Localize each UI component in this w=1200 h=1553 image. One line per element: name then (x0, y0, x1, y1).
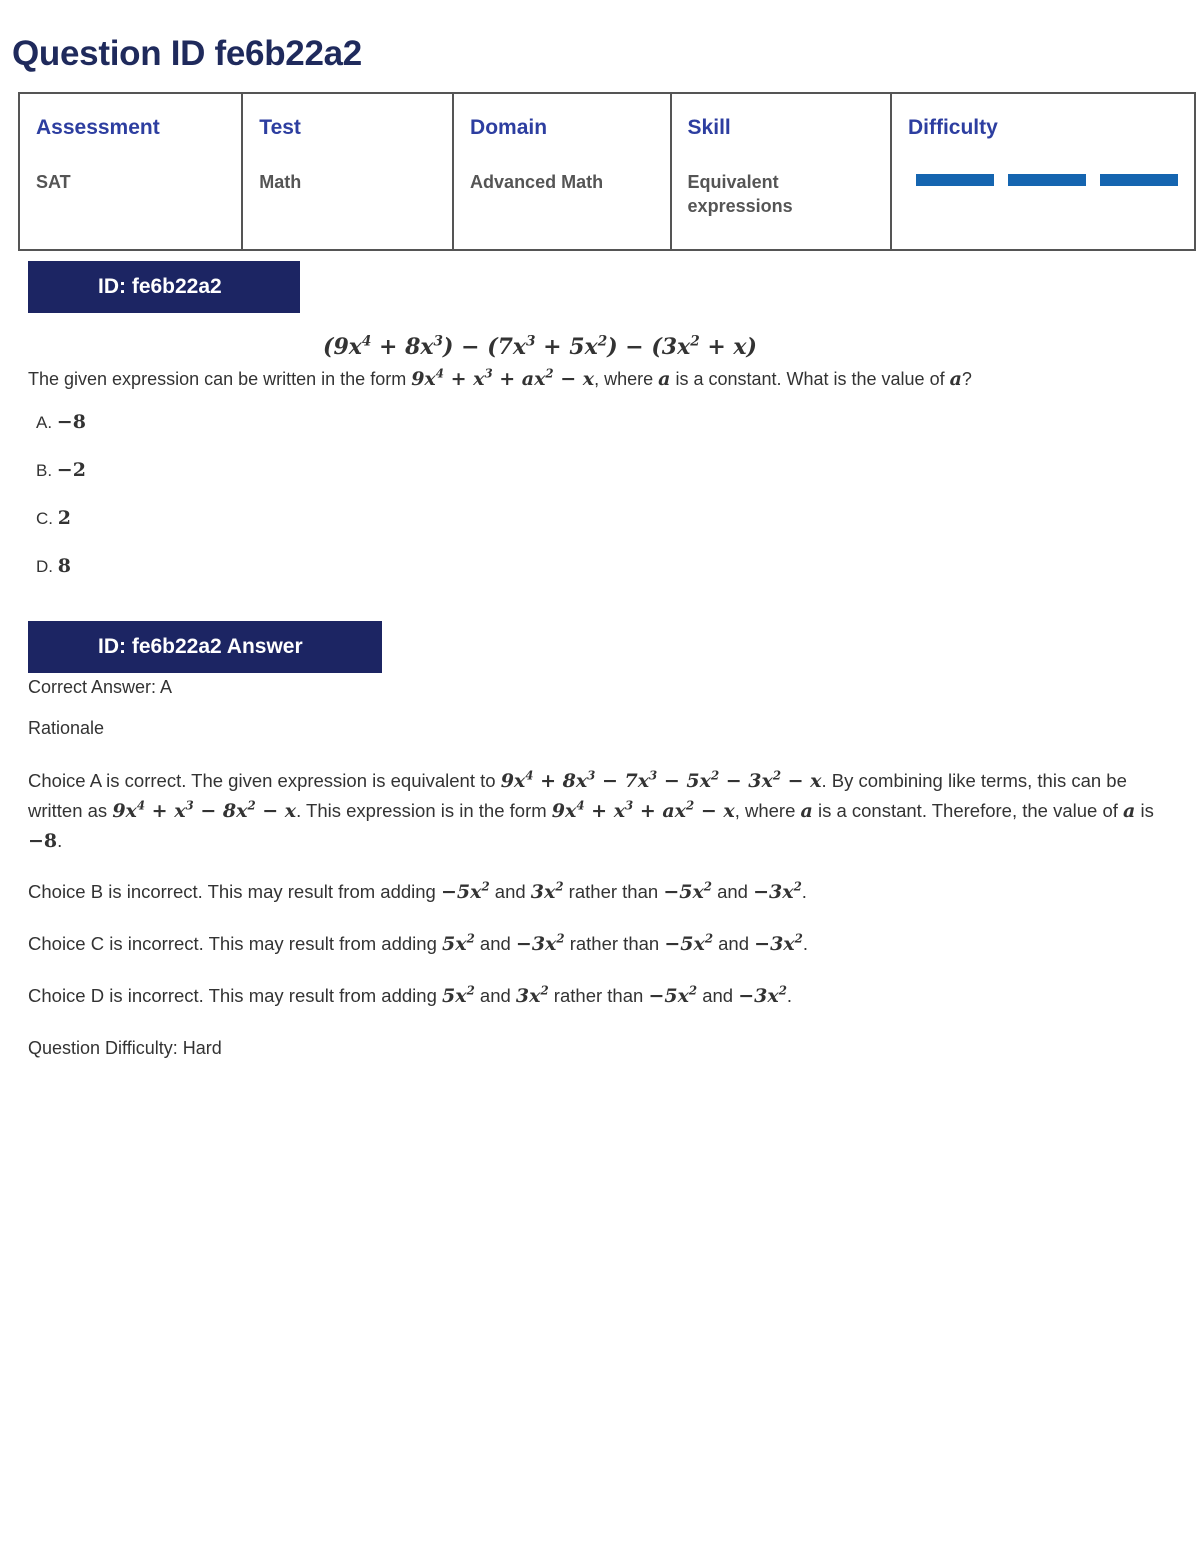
difficulty-bar (916, 174, 994, 186)
question-stem: The given expression can be written in the form $9x^4 + x^3 + ax^2 - x$, where a is a constant. What is the value of a? (28, 366, 972, 390)
rationale-choice-d: Choice D is incorrect. This may result from adding $5x^2$ and $3x^2$ rather than $-5x^2$ and $-3x^2$. (28, 983, 793, 1007)
skill-label: Skill (687, 116, 731, 139)
metadata-table (18, 92, 1196, 251)
choice-b[interactable]: B. −2 (36, 459, 86, 481)
page-title: Question ID fe6b22a2 (12, 34, 362, 73)
given-expression: $(9x^4 + 8x^3) - (7x^3 + 5x^2) - (3x^2 + x)$ (323, 333, 757, 360)
choice-d[interactable]: D. 8 (36, 555, 71, 577)
rationale-choice-b: Choice B is incorrect. This may result from adding $-5x^2$ and $3x^2$ rather than $-5x^2$ and $-3x^2$. (28, 879, 807, 903)
difficulty-bar (1100, 174, 1178, 186)
rationale-choice-a: Choice A is correct. The given expression is equivalent to $9x^4 + 8x^3 - 7x^3 - 5x^2 - 3x^2 - x$. By combining like terms, this can be written as $9x^4 + x^3 - 8x^2 - x$. This expression is in the form $9x^4 + x^3 + ax^2 - x$, where a is a constant. Therefore, the value of a is −8. (28, 768, 1154, 852)
skill-cell (671, 93, 891, 250)
skill-value-line1: Equivalent (687, 172, 779, 192)
choice-c[interactable]: C. 2 (36, 507, 71, 529)
test-cell (242, 93, 453, 250)
assessment-value: SAT (36, 172, 71, 192)
domain-value: Advanced Math (470, 172, 604, 192)
choice-a[interactable]: A. −8 (36, 411, 86, 433)
difficulty-meter (908, 174, 1178, 186)
assessment-cell (19, 93, 242, 250)
skill-value (688, 170, 874, 218)
rationale-choice-c: Choice C is incorrect. This may result from adding $5x^2$ and $-3x^2$ rather than $-5x^2$ and $-3x^2$. (28, 931, 808, 955)
assessment-label: Assessment (36, 116, 160, 139)
difficulty-cell (891, 93, 1195, 250)
difficulty-bar (1008, 174, 1086, 186)
rationale-label: Rationale (28, 718, 105, 738)
skill-value-line2: expressions (687, 196, 793, 216)
question-difficulty: Question Difficulty: Hard (28, 1038, 222, 1058)
difficulty-label: Difficulty (907, 116, 998, 139)
domain-label: Domain (470, 116, 548, 139)
answer-id-banner: ID: fe6b22a2 Answer (28, 621, 382, 673)
question-id-banner: ID: fe6b22a2 (28, 261, 300, 313)
test-label: Test (259, 116, 301, 139)
correct-answer: Correct Answer: A (28, 677, 173, 697)
test-value: Math (259, 172, 302, 192)
domain-cell (453, 93, 671, 250)
